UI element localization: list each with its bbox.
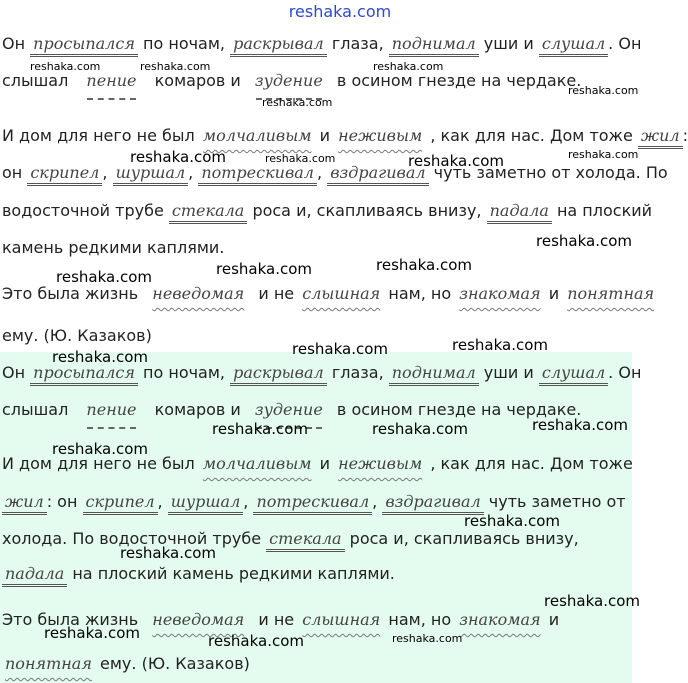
attribute: понятная — [567, 284, 655, 303]
watermark: reshaka.com — [44, 624, 140, 642]
word: , — [102, 163, 108, 182]
word: Это была жизнь — [2, 610, 139, 629]
site-title[interactable]: reshaka.com — [288, 2, 392, 21]
watermark: reshaka.com — [216, 260, 312, 278]
word: . Он — [608, 34, 642, 53]
predicate: скрипел — [27, 163, 102, 186]
text-line — [2, 126, 688, 149]
watermark: reshaka.com — [372, 420, 468, 438]
predicate: шуршал — [113, 163, 189, 186]
text-line — [2, 238, 224, 258]
watermark: reshaka.com — [392, 632, 463, 645]
text-line — [2, 529, 579, 552]
word: и не — [258, 610, 295, 629]
word: Это была жизнь — [2, 284, 139, 303]
word: чуть заметно от — [488, 492, 626, 511]
watermark: reshaka.com — [120, 544, 216, 562]
word: и — [319, 126, 331, 145]
predicate: жил — [2, 492, 47, 515]
word: И дом для него не был — [2, 454, 195, 473]
word: глаза, — [331, 363, 384, 382]
word: роса и, скапливаясь внизу, — [252, 201, 482, 220]
subject: пение — [83, 71, 139, 91]
word: уши и — [483, 34, 534, 53]
subject: зудение — [252, 71, 326, 91]
word: в осином гнезде на чердаке. — [336, 400, 582, 419]
watermark: reshaka.com — [52, 440, 148, 458]
watermark: reshaka.com — [292, 340, 388, 358]
predicate: вздрагивал — [382, 492, 483, 515]
text-line — [2, 400, 581, 420]
predicate: скрипел — [83, 492, 158, 515]
predicate: просыпался — [30, 363, 138, 386]
predicate: вздрагивал — [327, 163, 428, 186]
word: уши и — [483, 363, 534, 382]
attribute: слышная — [302, 284, 381, 303]
word: и — [548, 284, 560, 303]
predicate: стекала — [266, 529, 344, 552]
watermark: reshaka.com — [140, 60, 211, 73]
word: И дом для него не был — [2, 126, 195, 145]
predicate: потрескивал — [198, 163, 317, 186]
predicate: поднимал — [389, 34, 479, 57]
word: по ночам, — [143, 363, 226, 382]
predicate: слушал — [539, 34, 608, 57]
predicate: падала — [2, 564, 67, 587]
word: Он — [2, 363, 26, 382]
predicate: падала — [487, 201, 552, 224]
word: по ночам, — [143, 34, 226, 53]
attribute: неведомая — [152, 284, 245, 303]
watermark: reshaka.com — [52, 348, 148, 366]
word: нам, но — [388, 610, 452, 629]
watermark: reshaka.com — [208, 632, 304, 650]
attribute: знакомая — [459, 284, 541, 303]
text-line — [2, 284, 657, 304]
predicate: слушал — [539, 363, 608, 386]
word: нам, но — [388, 284, 452, 303]
word: : он — [46, 492, 78, 511]
attribute: молчаливым — [202, 126, 312, 145]
word: на плоский камень редкими каплями. — [72, 564, 395, 583]
predicate: раскрывал — [230, 363, 327, 386]
subject: зудение — [252, 400, 326, 420]
word: слышал — [2, 400, 69, 419]
watermark: reshaka.com — [568, 148, 639, 161]
word: ему. (Ю. Казаков) — [100, 654, 250, 673]
watermark: reshaka.com — [544, 592, 640, 610]
word: камень редкими каплями. — [2, 238, 225, 257]
watermark: reshaka.com — [30, 60, 101, 73]
word: и — [548, 610, 560, 629]
watermark: reshaka.com — [464, 512, 560, 530]
watermark: reshaka.com — [452, 336, 548, 354]
word: , — [317, 163, 323, 182]
word: слышал — [2, 71, 69, 90]
text-line — [2, 201, 652, 224]
attribute: знакомая — [459, 610, 541, 629]
word: комаров и — [154, 71, 241, 90]
predicate: потрескивал — [253, 492, 372, 515]
word: комаров и — [154, 400, 241, 419]
watermark: reshaka.com — [265, 152, 336, 165]
attribute: понятная — [5, 654, 92, 673]
attribute: слышная — [302, 610, 381, 629]
watermark: reshaka.com — [130, 148, 226, 166]
attribute: неживым — [338, 454, 423, 473]
watermark: reshaka.com — [536, 232, 632, 250]
watermark: reshaka.com — [262, 96, 333, 109]
word: холода. По водосточной трубе — [2, 529, 262, 548]
word: водосточной трубе — [2, 201, 164, 220]
word: : — [682, 126, 688, 145]
subject: пение — [83, 400, 139, 420]
word: роса и, скапливаясь внизу, — [349, 529, 579, 548]
text-line — [2, 654, 250, 674]
attribute: неживым — [338, 126, 423, 145]
word: . Он — [608, 363, 642, 382]
predicate: шуршал — [168, 492, 244, 515]
text-line — [2, 163, 668, 186]
predicate: раскрывал — [230, 34, 327, 57]
word: и — [319, 454, 331, 473]
text-line — [2, 34, 641, 57]
text-line — [2, 564, 395, 587]
watermark: reshaka.com — [373, 60, 444, 73]
text-line — [2, 363, 641, 386]
watermark: reshaka.com — [568, 84, 639, 97]
predicate: поднимал — [389, 363, 479, 386]
word: Он — [2, 34, 26, 53]
word: в осином гнезде на чердаке. — [336, 71, 582, 90]
predicate: просыпался — [30, 34, 138, 57]
predicate: жил — [638, 126, 683, 149]
watermark: reshaka.com — [56, 268, 152, 286]
word: ему. (Ю. Казаков) — [2, 326, 152, 345]
word: и не — [258, 284, 295, 303]
watermark: reshaka.com — [212, 420, 308, 438]
word: на плоский — [556, 201, 653, 220]
watermark: reshaka.com — [376, 256, 472, 274]
text-line: жил : он скрипел , шуршал , потрескивал , вздрагивал чуть заметно от — [2, 492, 626, 515]
text-line — [2, 326, 152, 346]
watermark: reshaka.com — [532, 416, 628, 434]
word: чуть заметно от холода. По — [433, 163, 668, 182]
watermark: reshaka.com — [408, 152, 504, 170]
text-line — [2, 71, 581, 91]
word: , как для нас. Дом тоже — [430, 454, 633, 473]
word: глаза, — [331, 34, 384, 53]
attribute: неведомая — [152, 610, 245, 629]
attribute: молчаливым — [202, 454, 312, 473]
predicate: стекала — [169, 201, 247, 224]
word: , как для нас. Дом тоже — [430, 126, 633, 145]
word: , — [188, 163, 194, 182]
word: он — [2, 163, 23, 182]
